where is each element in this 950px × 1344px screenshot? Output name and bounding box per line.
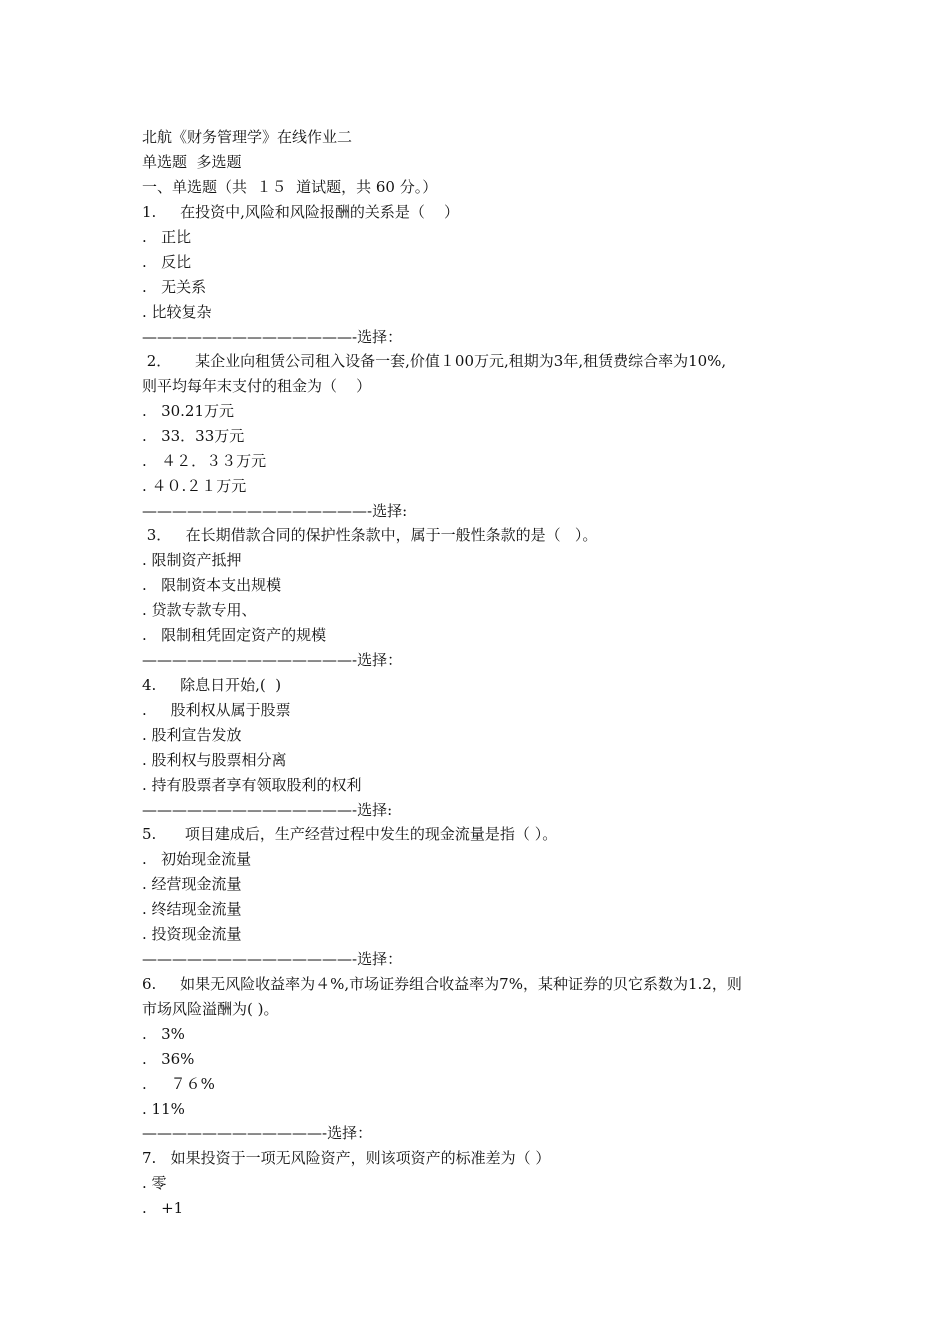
question-3-answer-line: ——————————————-选择： [142, 651, 403, 669]
document-title: 北航《财务管理学》在线作业二 [142, 128, 353, 146]
question-5-option-d: . 投资现金流量 [142, 925, 242, 943]
question-2-stem-cont: 则平均每年末支付的租金为（ ） [142, 377, 372, 395]
question-2-answer-line: ———————————————-选择: [142, 502, 408, 520]
question-4-stem: 4. 除息日开始,( ) [142, 676, 282, 694]
question-2-option-c: . ４２．３３万元 [142, 452, 267, 470]
question-3-option-a: . 限制资产抵押 [142, 551, 242, 569]
question-2-option-a: . 30.21万元 [142, 402, 235, 420]
question-6-option-c: . ７６% [142, 1075, 215, 1093]
question-4-option-c: . 股利权与股票相分离 [142, 751, 287, 769]
question-3-option-c: . 贷款专款专用、 [142, 601, 257, 619]
question-4-option-a: . 股利权从属于股票 [142, 701, 291, 719]
question-5-answer-line: ——————————————-选择： [142, 950, 403, 968]
question-2-option-b: . 33．33万元 [142, 427, 245, 445]
question-5-option-c: . 终结现金流量 [142, 900, 242, 918]
question-6-stem: 6. 如果无风险收益率为４%,市场证券组合收益率为7%，某种证券的贝它系数为1.2，则 [142, 975, 742, 993]
question-1-option-a: . 正比 [142, 228, 192, 246]
question-7-stem: 7. 如果投资于一项无风险资产，则该项资产的标准差为（ ） [142, 1149, 551, 1167]
question-6-option-b: . 36% [142, 1050, 195, 1068]
question-6-stem-cont: 市场风险溢酬为( )。 [142, 1000, 279, 1018]
question-7-option-a: . 零 [142, 1174, 167, 1192]
question-6-option-a: . 3% [142, 1025, 185, 1043]
question-5-option-b: . 经营现金流量 [142, 875, 242, 893]
question-6-answer-line: ————————————-选择： [142, 1124, 373, 1142]
question-5-option-a: . 初始现金流量 [142, 850, 252, 868]
question-1-option-b: . 反比 [142, 253, 192, 271]
question-2-stem: 2． 某企业向租赁公司租入设备一套,价值１00万元,租期为3年,租赁费综合率为10%, [142, 352, 727, 370]
question-1-option-d: . 比较复杂 [142, 303, 212, 321]
question-type-nav: 单选题 多选题 [142, 153, 242, 171]
question-7-option-b: . +1 [142, 1199, 184, 1217]
question-4-answer-line: ——————————————-选择: [142, 801, 393, 819]
question-1-stem: 1. 在投资中,风险和风险报酬的关系是（ ） [142, 203, 459, 221]
question-3-option-d: . 限制租凭固定资产的规模 [142, 626, 327, 644]
question-2-option-d: . ４０.２１万元 [142, 477, 247, 495]
question-6-option-d: . 11% [142, 1100, 185, 1118]
section-header: 一、单选题（共 １５ 道试题，共 60 分。） [142, 178, 438, 196]
question-3-stem: 3． 在长期借款合同的保护性条款中，属于一般性条款的是（ ）。 [142, 526, 598, 544]
question-1-answer-line: ——————————————-选择： [142, 328, 403, 346]
question-4-option-d: . 持有股票者享有领取股利的权利 [142, 776, 362, 794]
question-4-option-b: . 股利宣告发放 [142, 726, 242, 744]
question-3-option-b: . 限制资本支出规模 [142, 576, 282, 594]
question-5-stem: 5. 项目建成后，生产经营过程中发生的现金流量是指（ ）。 [142, 825, 558, 843]
question-1-option-c: . 无关系 [142, 278, 207, 296]
